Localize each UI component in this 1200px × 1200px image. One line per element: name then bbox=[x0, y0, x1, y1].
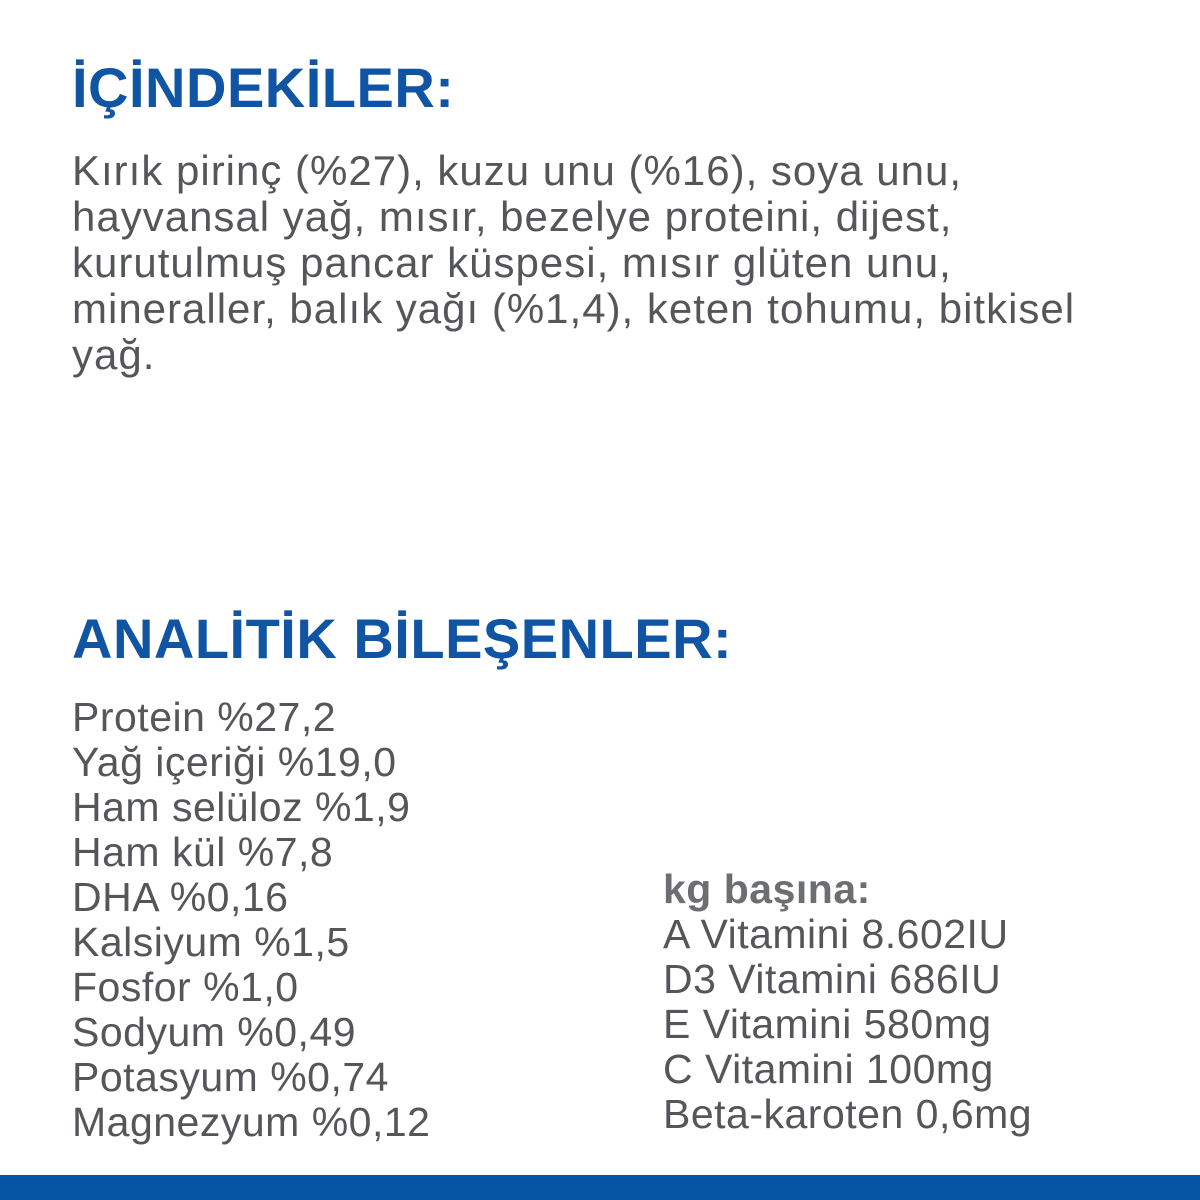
analytic-component-row: Sodyum %0,49 bbox=[72, 1009, 357, 1055]
ingredients-line: hayvansal yağ, mısır, bezelye proteini, dijest, bbox=[72, 193, 953, 240]
analytic-components-heading: ANALİTİK BİLEŞENLER: bbox=[72, 607, 733, 670]
per-kg-heading: kg başına: bbox=[663, 866, 871, 912]
analytic-component-row: DHA %0,16 bbox=[72, 874, 289, 920]
analytic-component-row: Kalsiyum %1,5 bbox=[72, 919, 350, 965]
analytic-component-row: Yağ içeriği %19,0 bbox=[72, 739, 397, 785]
per-kg-list bbox=[663, 912, 1032, 1137]
ingredients-heading: İÇİNDEKİLER: bbox=[72, 56, 455, 119]
per-kg-row: C Vitamini 100mg bbox=[663, 1046, 994, 1092]
per-kg-row: D3 Vitamini 686IU bbox=[663, 956, 1002, 1002]
per-kg-row: A Vitamini 8.602IU bbox=[663, 911, 1009, 957]
analytic-component-row: Potasyum %0,74 bbox=[72, 1054, 389, 1100]
ingredients-line: kurutulmuş pancar küspesi, mısır glüten unu, bbox=[72, 239, 952, 286]
ingredients-line: mineraller, balık yağı (%1,4), keten tohumu, bitkisel bbox=[72, 285, 1076, 332]
per-kg-row: Beta-karoten 0,6mg bbox=[663, 1091, 1033, 1137]
label-content bbox=[72, 0, 1172, 1145]
ingredients-line: Kırık pirinç (%27), kuzu unu (%16), soya unu, bbox=[72, 147, 963, 194]
analytic-component-row: Fosfor %1,0 bbox=[72, 964, 299, 1010]
analytic-components-columns bbox=[72, 695, 1172, 1145]
analytic-component-row: Ham selüloz %1,9 bbox=[72, 784, 411, 830]
analytic-component-row: Protein %27,2 bbox=[72, 694, 337, 740]
ingredients-text bbox=[72, 148, 1172, 378]
bottom-blue-bar bbox=[0, 1175, 1200, 1200]
per-kg-block bbox=[663, 867, 1032, 1137]
per-kg-row: E Vitamini 580mg bbox=[663, 1001, 992, 1047]
analytic-component-row: Ham kül %7,8 bbox=[72, 829, 334, 875]
analytic-component-row: Magnezyum %0,12 bbox=[72, 1099, 431, 1145]
ingredients-line: yağ. bbox=[72, 331, 156, 378]
